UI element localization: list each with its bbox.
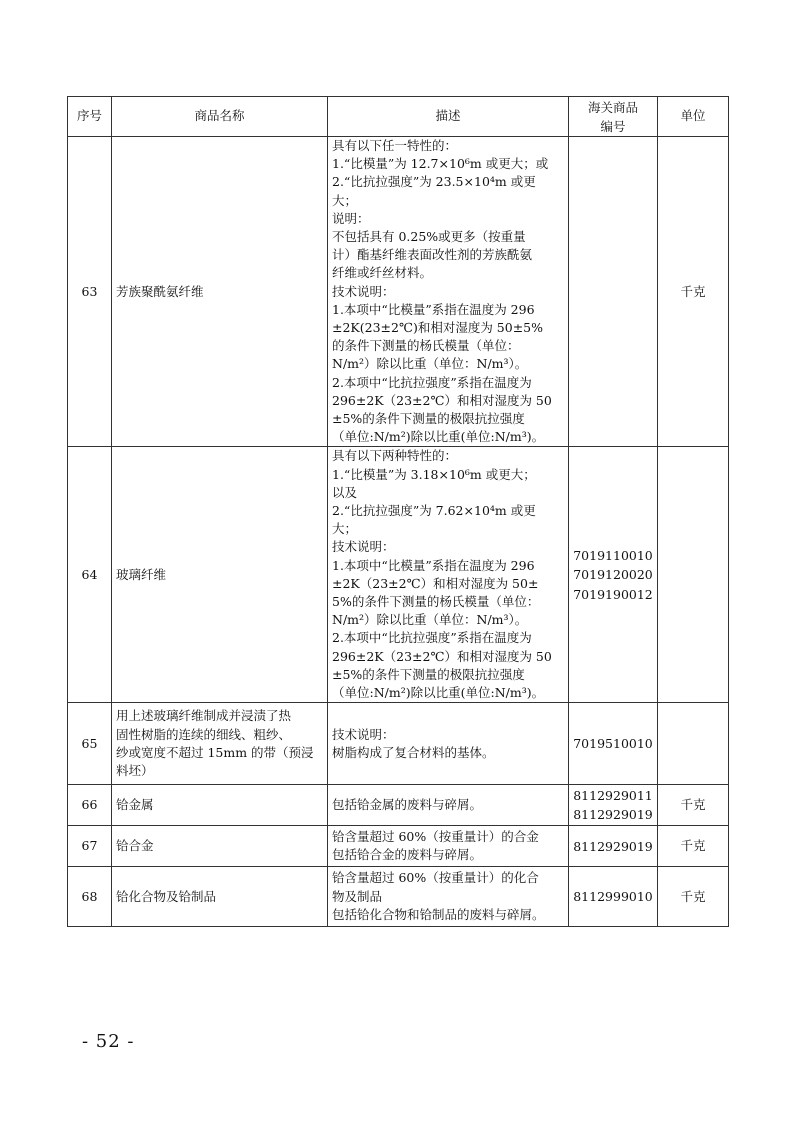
description — [328, 137, 569, 447]
row-number: 63 — [68, 137, 112, 447]
product-name-line: 纱或宽度不超过 15mm 的带（预浸 — [116, 744, 314, 760]
description-line: 的条件下测量的杨氏模量（单位： — [332, 338, 520, 354]
customs-code-value: 7019120020 — [573, 567, 653, 583]
description-line: 技术说明： — [332, 283, 395, 299]
unit: 千克 — [658, 867, 729, 927]
row-number: 66 — [68, 785, 112, 826]
description — [328, 447, 569, 703]
customs-code-value: 8112999010 — [573, 889, 653, 905]
table-row — [68, 447, 729, 703]
description-line: 2.本项中“比抗拉强度”系指在温度为 — [332, 374, 532, 390]
product-name: 铪合金 — [112, 826, 328, 867]
unit: 千克 — [658, 826, 729, 867]
description-line: 296±2K（23±2℃）和相对湿度为 50 — [332, 648, 552, 664]
customs-code-value: 7019190012 — [573, 586, 653, 602]
table-row — [68, 785, 729, 826]
customs-code — [569, 867, 658, 927]
description-line: 包括铪合金的废料与碎屑。 — [332, 847, 483, 863]
header-no: 序号 — [68, 97, 112, 137]
customs-code-value: 7019110010 — [573, 547, 653, 563]
description-line: 1.“比模量”为 3.18×10⁶m 或更大； — [332, 466, 536, 482]
row-number: 68 — [68, 867, 112, 927]
table-row — [68, 826, 729, 867]
customs-code — [569, 785, 658, 826]
header-code-label: 海关商品编号 — [587, 99, 638, 134]
description-line: ±5%的条件下测量的极限抗拉强度 — [332, 411, 525, 427]
description-line: 铪含量超过 60%（按重量计）的合金 — [332, 829, 539, 845]
customs-code-value: 8112929019 — [573, 807, 653, 823]
description-line: 铪含量超过 60%（按重量计）的化合 — [332, 870, 539, 886]
description — [328, 867, 569, 927]
description-line: 1.本项中“比模量”系指在温度为 296 — [332, 557, 535, 573]
header-name: 商品名称 — [112, 97, 328, 137]
description-line: ±5%的条件下测量的极限抗拉强度 — [332, 666, 525, 682]
customs-code-value: 8112929019 — [573, 838, 653, 854]
description-line: 2.“比抗拉强度”为 23.5×10⁴m 或更 — [332, 174, 536, 190]
description-line: 1.“比模量”为 12.7×10⁶m 或更大；或 — [332, 156, 549, 172]
description-line: 以及 — [332, 484, 358, 500]
description-line: 树脂构成了复合材料的基体。 — [332, 744, 495, 760]
description-line: 包括铪化合物和铪制品的废料与碎屑。 — [332, 906, 545, 922]
description-line: 296±2K（23±2℃）和相对湿度为 50 — [332, 392, 552, 408]
description-line: （单位:N/m²)除以比重(单位:N/m³)。 — [332, 429, 545, 445]
description-line: 计）酯基纤维表面改性剂的芳族酰氨 — [332, 247, 533, 263]
description-line: 技术说明： — [332, 726, 395, 742]
product-name: 铪化合物及铪制品 — [112, 867, 328, 927]
description — [328, 703, 569, 785]
customs-code — [569, 447, 658, 703]
row-number: 64 — [68, 447, 112, 703]
customs-code — [569, 137, 658, 447]
product-name: 铪金属 — [112, 785, 328, 826]
description-line: 不包括具有 0.25%或更多（按重量 — [332, 229, 526, 245]
description-line: 2.“比抗拉强度”为 7.62×10⁴m 或更 — [332, 503, 536, 519]
header-row — [68, 97, 729, 137]
header-desc: 描述 — [328, 97, 569, 137]
description-line: 5%的条件下测量的杨氏模量（单位： — [332, 594, 540, 610]
description — [328, 785, 569, 826]
description-line: 物及制品 — [332, 888, 383, 904]
row-number: 67 — [68, 826, 112, 867]
description-line: 具有以下任一特性的： — [332, 138, 458, 153]
description-line: 说明： — [332, 210, 370, 226]
description-line: 包括铪金属的废料与碎屑。 — [332, 797, 483, 813]
unit: 千克 — [658, 785, 729, 826]
table-row — [68, 703, 729, 785]
description-line: 1.本项中“比模量”系指在温度为 296 — [332, 301, 535, 317]
header-unit: 单位 — [658, 97, 729, 137]
description-line: N/m²）除以比重（单位：N/m³）。 — [332, 356, 528, 372]
product-name — [112, 703, 328, 785]
page-number: - 52 - — [82, 1031, 135, 1052]
table-row — [68, 867, 729, 927]
product-name: 玻璃纤维 — [112, 447, 328, 703]
customs-code — [569, 703, 658, 785]
description-line: ±2K(23±2℃)和相对湿度为 50±5% — [332, 320, 544, 336]
customs-code-value: 8112929011 — [573, 787, 653, 803]
description-line: 技术说明： — [332, 539, 395, 555]
table-row — [68, 137, 729, 447]
description-line: 纤维或纤丝材料。 — [332, 265, 433, 281]
customs-code — [569, 826, 658, 867]
header-code — [569, 97, 658, 137]
customs-code-value: 7019510010 — [573, 736, 653, 752]
description-line: （单位:N/m²)除以比重(单位:N/m³)。 — [332, 685, 545, 701]
unit — [658, 447, 729, 703]
description-line: N/m²）除以比重（单位：N/m³）。 — [332, 612, 528, 628]
description-line: 2.本项中“比抗拉强度”系指在温度为 — [332, 630, 532, 646]
product-name: 芳族聚酰氨纤维 — [112, 137, 328, 447]
unit: 千克 — [658, 137, 729, 447]
description-line: 具有以下两种特性的： — [332, 448, 458, 464]
product-name-line: 固性树脂的连续的细线、粗纱、 — [116, 726, 292, 742]
description-line: 大； — [332, 192, 358, 208]
product-name-line: 料坯） — [116, 763, 154, 778]
description — [328, 826, 569, 867]
unit — [658, 703, 729, 785]
goods-table — [67, 96, 729, 927]
description-line: ±2K（23±2℃）和相对湿度为 50± — [332, 575, 539, 591]
row-number: 65 — [68, 703, 112, 785]
product-name-line: 用上述玻璃纤维制成并浸渍了热 — [116, 708, 292, 724]
description-line: 大； — [332, 521, 358, 537]
